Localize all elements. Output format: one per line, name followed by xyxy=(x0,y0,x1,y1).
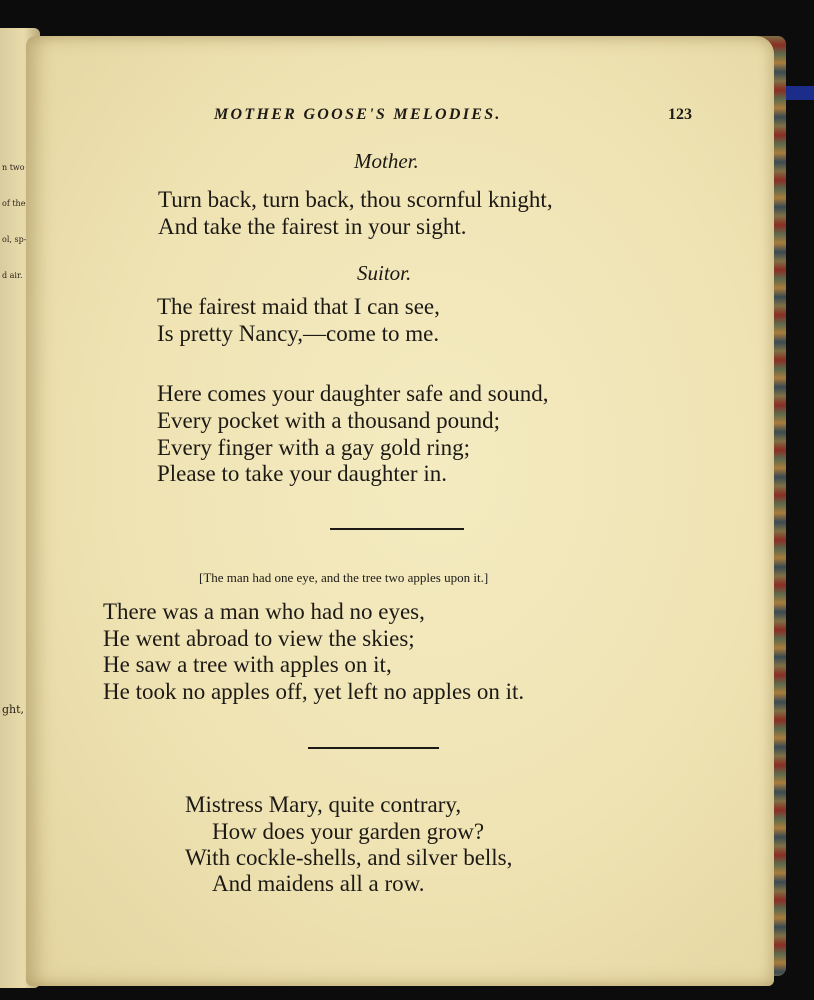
speaker-label: Suitor. xyxy=(357,261,412,285)
fragment-line: ol, sp- xyxy=(2,235,27,244)
blue-bookmark-edge xyxy=(786,86,814,100)
speaker-label: Mother. xyxy=(354,149,419,173)
verse-line: Turn back, turn back, thou scornful knight, xyxy=(158,187,553,212)
fragment-line: d air. xyxy=(2,271,23,280)
fragment-line: n two xyxy=(2,163,25,172)
verse-line: How does your garden grow? xyxy=(212,819,485,844)
verse-line: There was a man who had no eyes, xyxy=(103,599,425,624)
left-page-fragment xyxy=(2,138,26,306)
running-title: MOTHER GOOSE'S MELODIES. xyxy=(214,106,502,123)
verse-line: He went abroad to view the skies; xyxy=(103,626,415,651)
verse-line: He took no apples off, yet left no apples on it. xyxy=(103,679,525,704)
verse-line: He saw a tree with apples on it, xyxy=(103,652,392,677)
verse-line: Every pocket with a thousand pound; xyxy=(157,408,501,433)
fragment-line: of the xyxy=(2,199,26,208)
page-number: 123 xyxy=(668,106,692,123)
section-divider xyxy=(308,747,439,749)
verse-line: Here comes your daughter safe and sound, xyxy=(157,381,549,406)
fragment-line: ght, xyxy=(2,703,25,716)
verse-line: Mistress Mary, quite contrary, xyxy=(185,792,462,817)
riddle-answer-caption: [The man had one eye, and the tree two apples upon it.] xyxy=(199,570,489,585)
verse-line: The fairest maid that I can see, xyxy=(157,294,440,319)
verse-line: Please to take your daughter in. xyxy=(157,461,447,486)
verse-line: And take the fairest in your sight. xyxy=(158,214,467,239)
verse-line: With cockle-shells, and silver bells, xyxy=(185,845,513,870)
left-page-fragment xyxy=(2,680,24,740)
verse-line: Every finger with a gay gold ring; xyxy=(157,435,470,460)
verse-line: And maidens all a row. xyxy=(212,871,425,896)
section-divider xyxy=(330,528,464,530)
verse-line: Is pretty Nancy,—come to me. xyxy=(157,321,440,346)
